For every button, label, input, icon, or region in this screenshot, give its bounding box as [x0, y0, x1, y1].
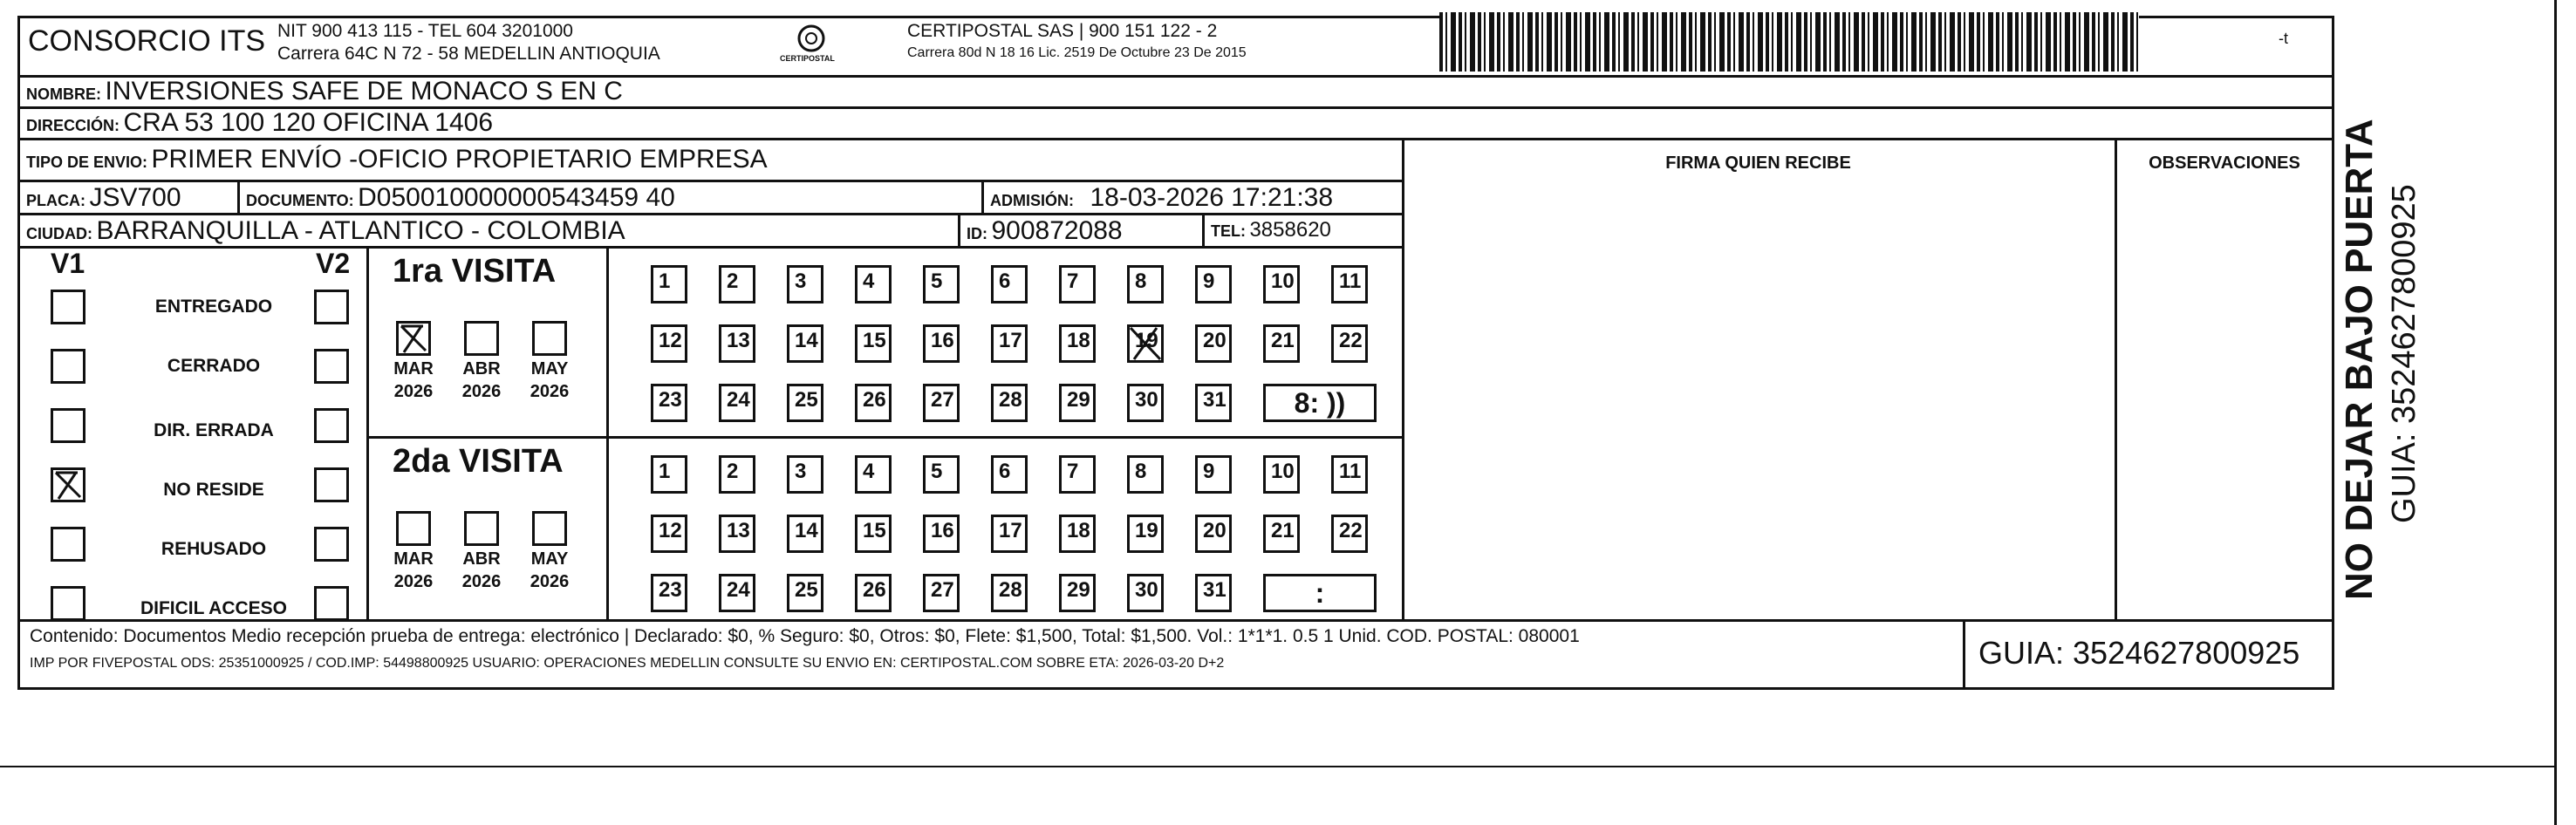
- day-box[interactable]: 20: [1195, 324, 1232, 363]
- v2-checkbox[interactable]: [314, 349, 349, 384]
- documento-label: DOCUMENTO:: [246, 192, 354, 209]
- nombre-value: INVERSIONES SAFE DE MONACO S EN C: [105, 77, 623, 106]
- status-label: ENTREGADO: [154, 297, 273, 317]
- v1-label: V1: [51, 248, 85, 279]
- day-box[interactable]: 6: [991, 265, 1028, 303]
- page-edge-line: [2554, 0, 2557, 825]
- v2-label: V2: [316, 248, 351, 279]
- nombre-label: NOMBRE:: [26, 85, 101, 103]
- day-box[interactable]: 12: [651, 515, 687, 553]
- day-box[interactable]: 11: [1331, 455, 1368, 494]
- side-notice: NO DEJAR BAJO PUERTA: [2338, 119, 2381, 600]
- visit-title: 2da VISITA: [393, 443, 564, 480]
- day-box[interactable]: 28: [991, 384, 1028, 422]
- day-box[interactable]: 17: [991, 515, 1028, 553]
- carrier-address: Carrera 80d N 18 16 Lic. 2519 De Octubre 23 De 2015: [907, 45, 1247, 60]
- day-box[interactable]: 13: [719, 515, 755, 553]
- day-box[interactable]: 9: [1195, 455, 1232, 494]
- v2-checkbox[interactable]: [314, 586, 349, 621]
- row-line-5: [17, 213, 1404, 215]
- month-year: 2026: [530, 382, 570, 401]
- month-checkbox[interactable]: [532, 511, 567, 546]
- month-name: ABR: [462, 359, 501, 378]
- id-value: 900872088: [991, 216, 1123, 245]
- tipo-row: [26, 145, 768, 174]
- v1-checkbox[interactable]: [51, 527, 85, 562]
- day-check-mark: [1127, 324, 1164, 363]
- day-box[interactable]: 4: [855, 265, 892, 303]
- company-address: Carrera 64C N 72 - 58 MEDELLIN ANTIOQUIA: [277, 44, 660, 64]
- v2-checkbox[interactable]: [314, 290, 349, 324]
- month-checkbox[interactable]: [396, 321, 431, 356]
- admision-value: 18-03-2026 17:21:38: [1090, 183, 1334, 212]
- day-box[interactable]: 24: [719, 574, 755, 612]
- day-box[interactable]: 29: [1059, 384, 1096, 422]
- page-cut-line: [0, 766, 2554, 767]
- day-box[interactable]: 30: [1127, 574, 1164, 612]
- footer-top-line: [17, 619, 2334, 622]
- visit-title: 1ra VISITA: [393, 253, 557, 290]
- day-box[interactable]: 18: [1059, 324, 1096, 363]
- day-box[interactable]: 22: [1331, 515, 1368, 553]
- day-box[interactable]: 19: [1127, 324, 1164, 363]
- day-box[interactable]: 11: [1331, 265, 1368, 303]
- ciudad-value: BARRANQUILLA - ATLANTICO - COLOMBIA: [96, 216, 625, 245]
- day-box[interactable]: 29: [1059, 574, 1096, 612]
- day-box[interactable]: 28: [991, 574, 1028, 612]
- day-box[interactable]: 3: [787, 265, 823, 303]
- placa-label: PLACA:: [26, 192, 85, 209]
- day-box[interactable]: 21: [1263, 515, 1300, 553]
- admision-label: ADMISIÓN:: [990, 192, 1074, 209]
- day-box[interactable]: 22: [1331, 324, 1368, 363]
- ciudad-label: CIUDAD:: [26, 225, 92, 242]
- month-name: MAY: [530, 359, 569, 378]
- admision-divider: [981, 180, 984, 213]
- row-line-6: [17, 246, 1404, 249]
- status-label: CERRADO: [167, 356, 261, 376]
- v2-checkbox[interactable]: [314, 408, 349, 443]
- tel-label: TEL:: [1211, 222, 1246, 240]
- day-box[interactable]: 15: [855, 324, 892, 363]
- frame-right-line: [2332, 16, 2334, 690]
- tel-row: [1211, 218, 1331, 242]
- placa-value: JSV700: [89, 183, 181, 212]
- company-name: CONSORCIO ITS: [28, 24, 266, 58]
- day-box[interactable]: 25: [787, 574, 823, 612]
- tel-value: 3858620: [1249, 218, 1331, 242]
- day-box[interactable]: 7: [1059, 265, 1096, 303]
- day-box[interactable]: 23: [651, 384, 687, 422]
- carrier-logo-text: CERTIPOSTAL: [780, 54, 835, 63]
- day-box[interactable]: 27: [923, 574, 960, 612]
- day-box[interactable]: 25: [787, 384, 823, 422]
- firma-left-line: [1402, 138, 1404, 621]
- corner-mark: -t: [2279, 30, 2288, 47]
- v1-checkbox[interactable]: [51, 586, 85, 621]
- v2-checkbox[interactable]: [314, 467, 349, 502]
- month-year: 2026: [461, 572, 502, 591]
- footer-guia: GUIA: 3524627800925: [1978, 635, 2300, 671]
- months-divider: [606, 246, 609, 621]
- day-box[interactable]: 9: [1195, 265, 1232, 303]
- day-box[interactable]: 1: [651, 455, 687, 494]
- month-year: 2026: [393, 572, 434, 591]
- month-checkbox[interactable]: [464, 511, 499, 546]
- tipo-label: TIPO DE ENVIO:: [26, 153, 148, 171]
- day-box[interactable]: 16: [923, 324, 960, 363]
- documento-row: [246, 183, 675, 213]
- v2-checkbox[interactable]: [314, 527, 349, 562]
- day-box[interactable]: 31: [1195, 384, 1232, 422]
- day-box[interactable]: 20: [1195, 515, 1232, 553]
- month-year: 2026: [461, 382, 502, 401]
- day-box[interactable]: 5: [923, 455, 960, 494]
- month-name: MAR: [393, 359, 434, 378]
- day-box[interactable]: 14: [787, 515, 823, 553]
- day-box[interactable]: 19: [1127, 515, 1164, 553]
- guia-box-left: [1963, 619, 1965, 689]
- day-box[interactable]: 6: [991, 455, 1028, 494]
- month-year: 2026: [393, 382, 434, 401]
- day-box[interactable]: 8: [1127, 455, 1164, 494]
- id-label: ID:: [967, 225, 987, 242]
- day-box[interactable]: 15: [855, 515, 892, 553]
- day-box[interactable]: 31: [1195, 574, 1232, 612]
- carrier-logo: [776, 19, 846, 68]
- month-name: MAR: [393, 549, 434, 569]
- status-label: REHUSADO: [161, 539, 267, 559]
- direccion-label: DIRECCIÓN:: [26, 117, 120, 134]
- frame-bottom-line: [17, 687, 2334, 690]
- v1-checkbox[interactable]: [51, 349, 85, 384]
- day-box[interactable]: 2: [719, 455, 755, 494]
- day-box[interactable]: 8: [1127, 265, 1164, 303]
- tel-divider: [1202, 213, 1205, 246]
- v1-checkbox[interactable]: [51, 467, 85, 502]
- status-divider: [366, 246, 369, 621]
- month-name: ABR: [462, 549, 501, 569]
- day-box[interactable]: 21: [1263, 324, 1300, 363]
- firma-header: FIRMA QUIEN RECIBE: [1665, 153, 1851, 173]
- direccion-value: CRA 53 100 120 OFICINA 1406: [123, 108, 494, 137]
- v1-checkbox[interactable]: [51, 408, 85, 443]
- footer-imp: IMP POR FIVEPOSTAL ODS: 25351000925 / COD.IMP: 54498800925 USUARIO: OPERACIONES MEDELLIN CONSULTE SU ENVIO EN: CERTIPOSTAL.COM SOBRE ETA: 2026-03-20 D+2: [30, 656, 1225, 671]
- month-checkbox[interactable]: [532, 321, 567, 356]
- day-box[interactable]: 17: [991, 324, 1028, 363]
- month-checkbox[interactable]: [396, 511, 431, 546]
- footer-contenido: Contenido: Documentos Medio recepción prueba de entrega: electrónico | Declarado: $0, % Seguro: $0, Otros: $0, Flete: $1,500, Total: $1,500. Vol.: 1*1*1. 0.5 1 Unid. COD. POSTAL: 080001: [30, 626, 1580, 646]
- month-name: MAY: [530, 549, 569, 569]
- day-box[interactable]: 5: [923, 265, 960, 303]
- day-box[interactable]: 2: [719, 265, 755, 303]
- day-box[interactable]: 16: [923, 515, 960, 553]
- day-box[interactable]: 7: [1059, 455, 1096, 494]
- day-box[interactable]: 26: [855, 574, 892, 612]
- direccion-row: [26, 108, 493, 138]
- status-label: DIR. ERRADA: [154, 420, 274, 440]
- day-box[interactable]: 23: [651, 574, 687, 612]
- placa-row: [26, 183, 181, 213]
- day-box[interactable]: 30: [1127, 384, 1164, 422]
- side-guia: GUIA: 3524627800925: [2386, 184, 2422, 523]
- row-line-7: [366, 436, 1404, 439]
- documento-value: D050010000000543459 40: [358, 183, 675, 212]
- barcode: [1439, 12, 2139, 72]
- id-row: [967, 216, 1123, 246]
- status-label: NO RESIDE: [163, 480, 264, 500]
- day-box[interactable]: 13: [719, 324, 755, 363]
- month-year: 2026: [530, 572, 570, 591]
- nombre-row: [26, 77, 623, 106]
- status-label: DIFICIL ACCESO: [140, 598, 287, 618]
- day-box[interactable]: 10: [1263, 455, 1300, 494]
- month-checkbox[interactable]: [464, 321, 499, 356]
- day-box[interactable]: 3: [787, 455, 823, 494]
- ciudad-row: [26, 216, 625, 246]
- placa-divider: [237, 180, 240, 213]
- row-line-3: [17, 138, 2334, 140]
- frame-left-line: [17, 16, 20, 690]
- day-box[interactable]: 1: [651, 265, 687, 303]
- observaciones-header: OBSERVACIONES: [2149, 153, 2300, 173]
- carrier-name: CERTIPOSTAL SAS | 900 151 122 - 2: [907, 21, 1218, 41]
- row-line-4: [17, 180, 1404, 182]
- visit-time-box[interactable]: :: [1263, 574, 1377, 612]
- tipo-value: PRIMER ENVÍO -OFICIO PROPIETARIO EMPRESA: [151, 145, 768, 174]
- day-box[interactable]: 18: [1059, 515, 1096, 553]
- day-box[interactable]: 12: [651, 324, 687, 363]
- day-box[interactable]: 14: [787, 324, 823, 363]
- v1-checkbox[interactable]: [51, 290, 85, 324]
- day-box[interactable]: 4: [855, 455, 892, 494]
- company-nit: NIT 900 413 115 - TEL 604 3201000: [277, 21, 573, 41]
- day-box[interactable]: 26: [855, 384, 892, 422]
- obs-left-line: [2115, 138, 2117, 621]
- day-box[interactable]: 24: [719, 384, 755, 422]
- day-box[interactable]: 27: [923, 384, 960, 422]
- id-divider: [958, 213, 960, 246]
- admision-row: [990, 183, 1333, 213]
- visit-time-box[interactable]: 8: )): [1263, 384, 1377, 422]
- day-box[interactable]: 10: [1263, 265, 1300, 303]
